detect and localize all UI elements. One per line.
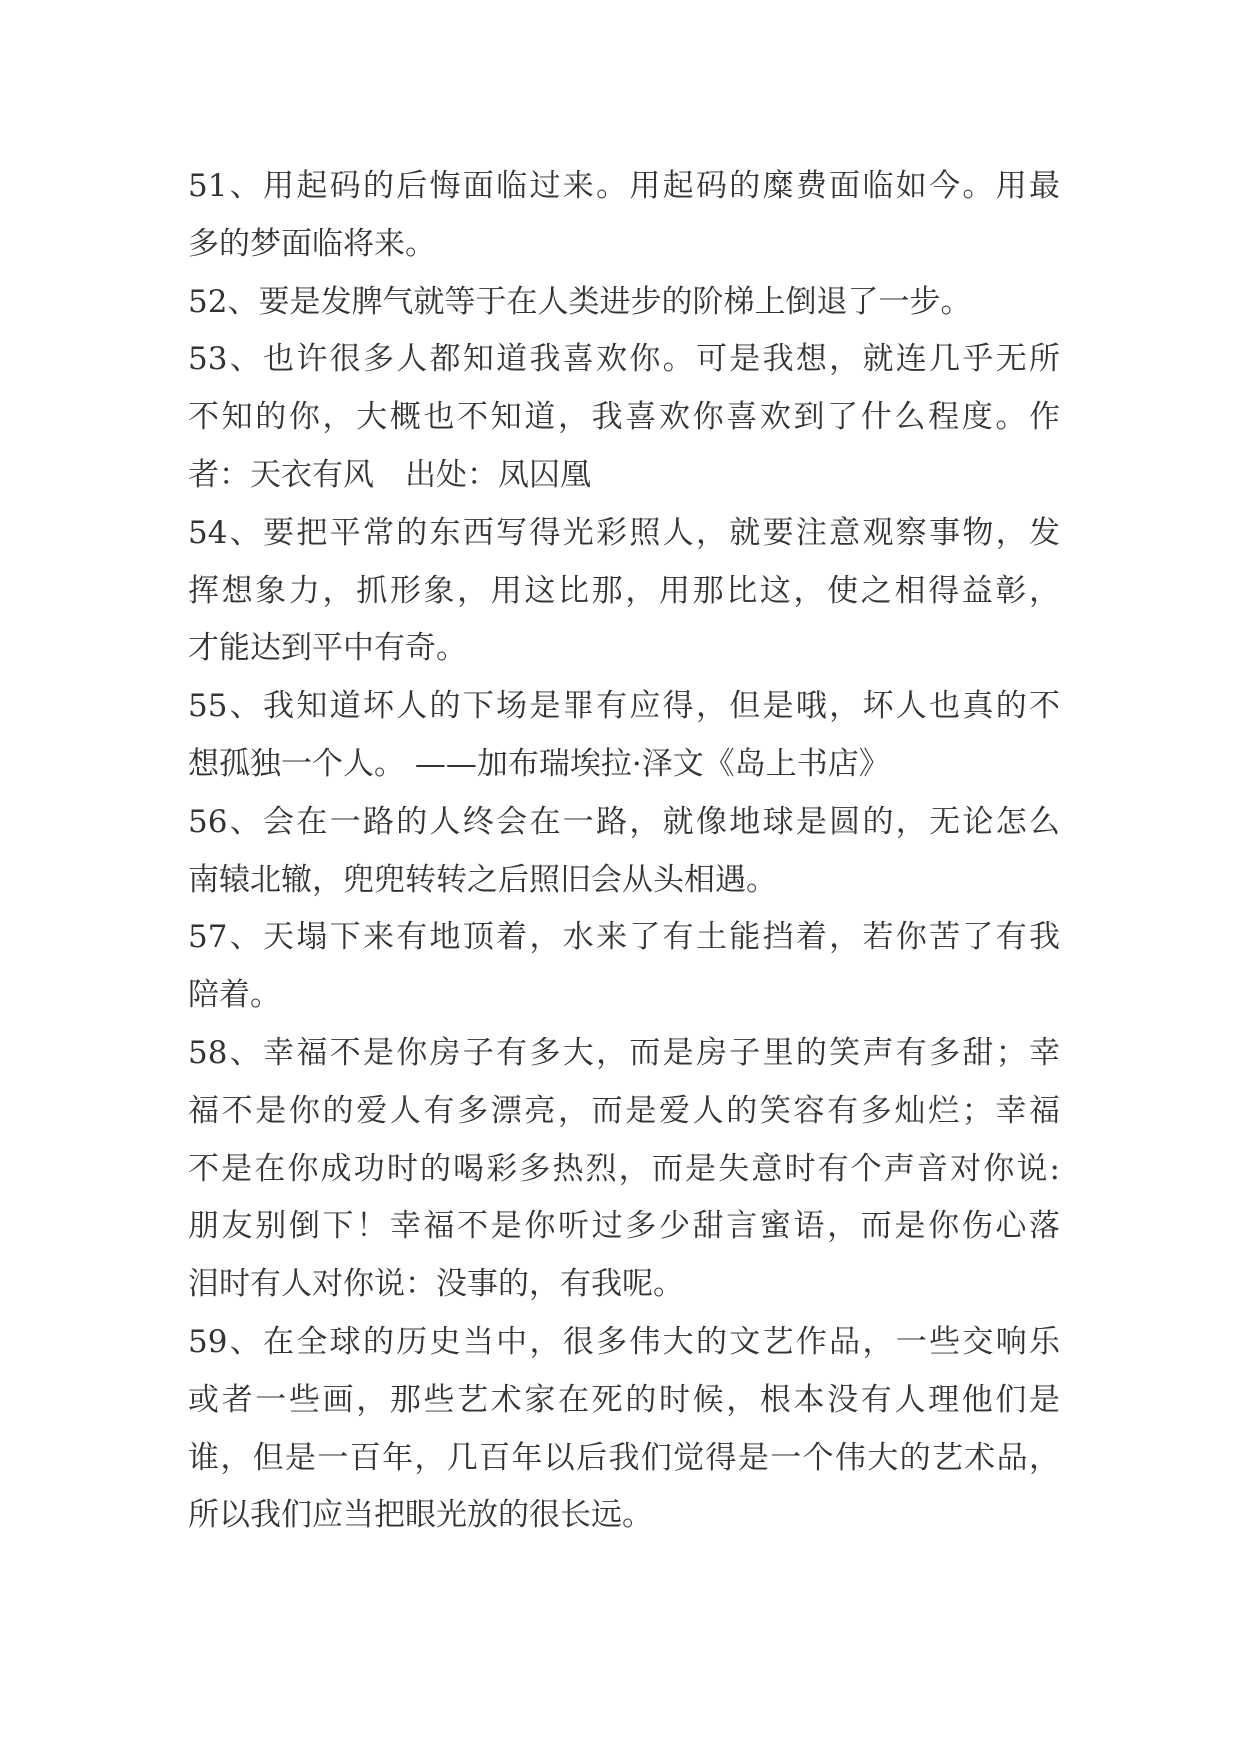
text-line: 泪时有人对你说：没事的，有我呢。 bbox=[188, 1266, 684, 1303]
text-line: 56、会在一路的人终会在一路，就像地球是圆的，无论怎么 bbox=[188, 803, 1060, 840]
paragraph-56 bbox=[188, 794, 1060, 910]
text-line: 55、我知道坏人的下场是罪有应得，但是哦，坏人也真的不 bbox=[188, 688, 1060, 725]
text-line: 或者一些画，那些艺术家在死的时候，根本没有人理他们是 bbox=[188, 1381, 1060, 1418]
paragraph-59 bbox=[188, 1314, 1060, 1545]
text-line: 57、天塌下来有地顶着，水来了有土能挡着，若你苦了有我 bbox=[188, 919, 1060, 956]
text-line: 不是在你成功时的喝彩多热烈，而是失意时有个声音对你说: bbox=[188, 1150, 1060, 1187]
paragraph-51 bbox=[188, 158, 1060, 274]
paragraph-58 bbox=[188, 1025, 1060, 1314]
text-line: 想孤独一个人。 ——加布瑞埃拉·泽文《岛上书店》 bbox=[188, 745, 890, 782]
text-line: 多的梦面临将来。 bbox=[188, 225, 436, 262]
text-line: 54、要把平常的东西写得光彩照人，就要注意观察事物，发 bbox=[188, 514, 1060, 551]
paragraph-57 bbox=[188, 909, 1060, 1025]
text-line: 52、要是发脾气就等于在人类进步的阶梯上倒退了一步。 bbox=[188, 283, 972, 320]
text-line: 58、幸福不是你房子有多大，而是房子里的笑声有多甜；幸 bbox=[188, 1034, 1060, 1071]
text-line: 福不是你的爱人有多漂亮，而是爱人的笑容有多灿烂；幸福 bbox=[188, 1092, 1060, 1129]
text-line: 陪着。 bbox=[188, 977, 281, 1014]
text-line: 59、在全球的历史当中，很多伟大的文艺作品，一些交响乐 bbox=[188, 1323, 1060, 1360]
paragraph-55 bbox=[188, 678, 1060, 794]
text-line: 53、也许很多人都知道我喜欢你。可是我想，就连几乎无所 bbox=[188, 341, 1060, 378]
paragraph-52 bbox=[188, 274, 1060, 332]
text-line: 51、用起码的后悔面临过来。用起码的糜费面临如今。用最 bbox=[188, 168, 1060, 204]
paragraph-54 bbox=[188, 505, 1060, 678]
text-line: 谁，但是一百年，几百年以后我们觉得是一个伟大的艺术品， bbox=[188, 1439, 1060, 1476]
text-line: 不知的你，大概也不知道，我喜欢你喜欢到了什么程度。作 bbox=[188, 399, 1060, 436]
document-body bbox=[188, 158, 1060, 1545]
text-line: 朋友别倒下！幸福不是你听过多少甜言蜜语，而是你伤心落 bbox=[188, 1208, 1060, 1245]
text-line: 所以我们应当把眼光放的很长远。 bbox=[188, 1497, 653, 1534]
text-line: 挥想象力，抓形象，用这比那，用那比这，使之相得益彰， bbox=[188, 572, 1060, 609]
paragraph-53 bbox=[188, 331, 1060, 504]
text-line: 者：天衣有风 出处：凤囚凰 bbox=[188, 456, 591, 493]
text-line: 才能达到平中有奇。 bbox=[188, 630, 467, 667]
text-line: 南辕北辙，兜兜转转之后照旧会从头相遇。 bbox=[188, 861, 777, 898]
